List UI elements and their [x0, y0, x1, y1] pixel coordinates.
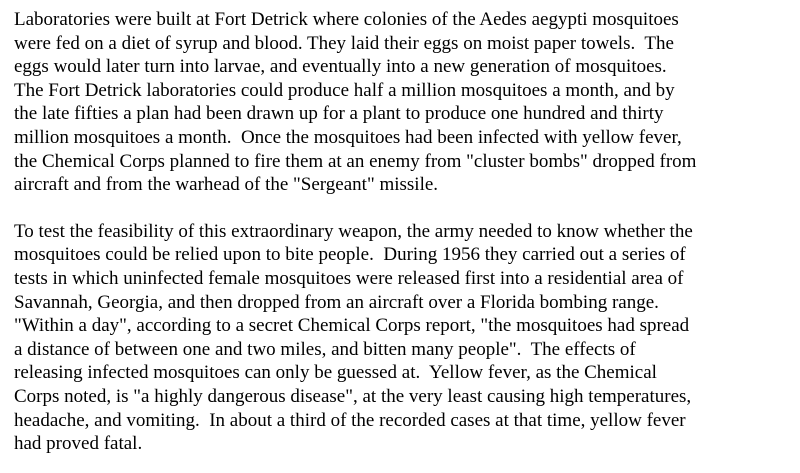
text-line: had proved fatal.: [14, 433, 143, 455]
text-line: the late fifties a plan had been drawn up for a plant to produce one hundred and thirty: [14, 103, 664, 125]
text-line: The Fort Detrick laboratories could produce half a million mosquitoes a month, and by: [14, 79, 675, 101]
text-line: To test the feasibility of this extraordinary weapon, the army needed to know whether the: [14, 220, 693, 242]
text-line: the Chemical Corps planned to fire them at an enemy from "cluster bombs" dropped from: [14, 150, 697, 172]
paragraph-feasibility-test: [14, 220, 794, 456]
text-line: releasing infected mosquitoes can only be guessed at. Yellow fever, as the Chemical: [14, 362, 657, 384]
paragraph-fort-detrick: [14, 8, 794, 197]
text-line: mosquitoes could be relied upon to bite people. During 1956 they carried out a series of: [14, 244, 686, 266]
document-page: [14, 8, 794, 456]
text-line: Corps noted, is "a highly dangerous disease", at the very least causing high temperatures,: [14, 385, 692, 407]
text-line: were fed on a diet of syrup and blood. They laid their eggs on moist paper towels. The: [14, 32, 674, 54]
text-line: a distance of between one and two miles, and bitten many people". The effects of: [14, 338, 636, 360]
text-line: million mosquitoes a month. Once the mosquitoes had been infected with yellow fever,: [14, 126, 682, 148]
text-line: tests in which uninfected female mosquitoes were released first into a residential area of: [14, 267, 684, 289]
text-line: Laboratories were built at Fort Detrick where colonies of the Aedes aegypti mosquitoes: [14, 9, 679, 30]
text-line: "Within a day", according to a secret Chemical Corps report, "the mosquitoes had spread: [14, 315, 690, 337]
text-line: Savannah, Georgia, and then dropped from an aircraft over a Florida bombing range.: [14, 291, 659, 313]
text-line: eggs would later turn into larvae, and eventually into a new generation of mosquitoes.: [14, 56, 667, 78]
text-line: headache, and vomiting. In about a third of the recorded cases at that time, yellow fever: [14, 409, 686, 431]
text-line: aircraft and from the warhead of the "Sergeant" missile.: [14, 174, 439, 196]
